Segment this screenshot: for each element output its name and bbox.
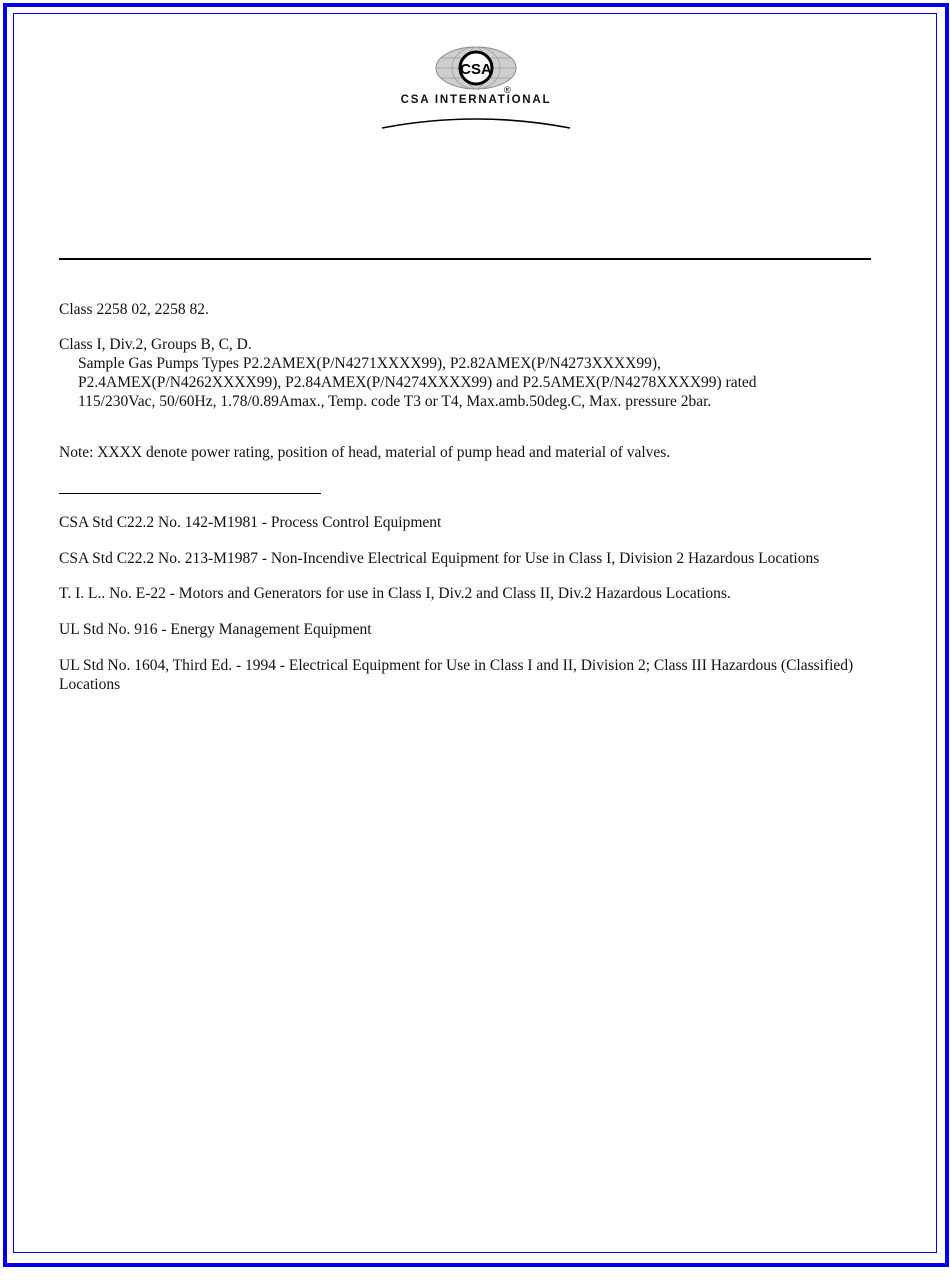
note: Note: XXXX denote power rating, position of head, material of pump head and material of valves. bbox=[59, 444, 671, 461]
registered-mark: ® bbox=[504, 85, 511, 95]
product-description-line: 115/230Vac, 50/60Hz, 1.78/0.89Amax., Temp. code T3 or T4, Max.amb.50deg.C, Max. pressure 2bar. bbox=[78, 393, 712, 410]
logo-monogram: CSA bbox=[460, 61, 492, 78]
hazard-classification: Class I, Div.2, Groups B, C, D. bbox=[59, 336, 252, 353]
standard-item: T. I. L.. No. E-22 - Motors and Generators for use in Class I, Div.2 and Class II, Div.2 Hazardous Locations. bbox=[59, 585, 731, 602]
standard-item: CSA Std C22.2 No. 142-M1981 - Process Control Equipment bbox=[59, 514, 442, 531]
certificate-body bbox=[59, 300, 874, 694]
standard-item: UL Std No. 916 - Energy Management Equipment bbox=[59, 621, 372, 638]
section-divider bbox=[59, 493, 321, 494]
csa-logo bbox=[380, 44, 572, 132]
class-numbers: Class 2258 02, 2258 82. bbox=[59, 301, 209, 318]
logo-wordmark: CSA INTERNATIONAL bbox=[400, 94, 552, 106]
product-description-line: Sample Gas Pumps Types P2.2AMEX(P/N4271XXXX99), P2.82AMEX(P/N4273XXXX99), bbox=[78, 355, 661, 372]
standard-item: UL Std No. 1604, Third Ed. - 1994 - Electrical Equipment for Use in Class I and II, Division 2; Class III Hazardous (Classified) Locations bbox=[59, 657, 854, 693]
csa-globe-emblem bbox=[380, 44, 572, 132]
header-divider bbox=[59, 258, 871, 260]
product-description-line: P2.4AMEX(P/N4262XXXX99), P2.84AMEX(P/N4274XXXX99) and P2.5AMEX(P/N4278XXXX99) rated bbox=[78, 374, 757, 391]
standard-item: CSA Std C22.2 No. 213-M1987 - Non-Incendive Electrical Equipment for Use in Class I, Division 2 Hazardous Locations bbox=[59, 550, 820, 567]
